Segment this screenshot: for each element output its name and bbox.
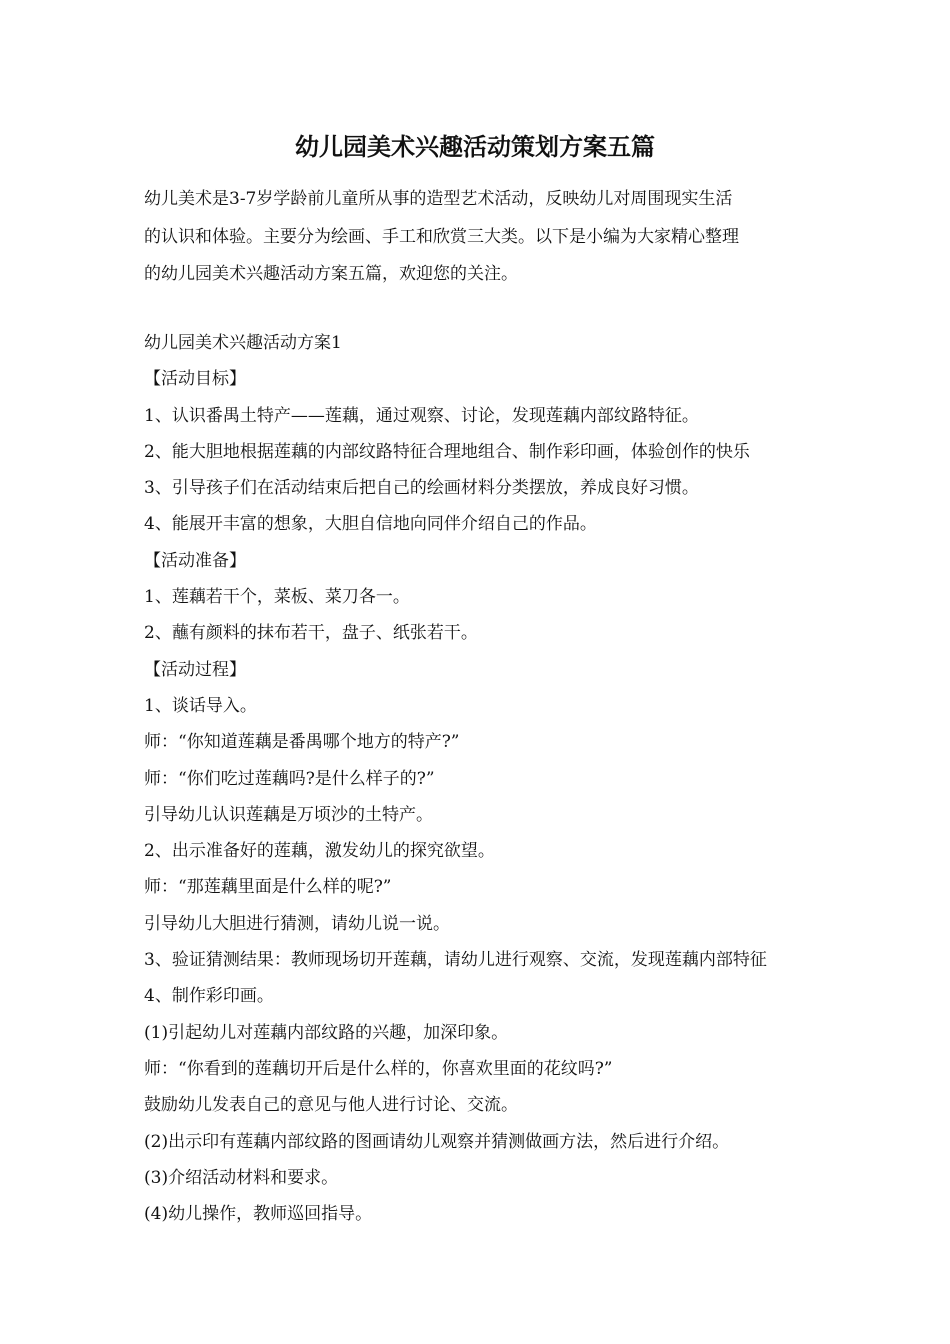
process-line: 师：“那莲藕里面是什么样的呢?” xyxy=(144,877,392,898)
preparation-item: 1、莲藕若干个，菜板、菜刀各一。 xyxy=(144,587,410,608)
process-line: (2)出示印有莲藕内部纹路的图画请幼儿观察并猜测做画方法，然后进行介绍。 xyxy=(144,1131,730,1152)
document-title: 幼儿园美术兴趣活动策划方案五篇 xyxy=(295,132,655,161)
process-line: (3)介绍活动材料和要求。 xyxy=(144,1167,339,1188)
preparation-item: 2、蘸有颜料的抹布若干，盘子、纸张若干。 xyxy=(144,623,478,644)
process-line: 师：“你知道莲藕是番禺哪个地方的特产?” xyxy=(144,732,460,753)
intro-line-3: 的幼儿园美术兴趣活动方案五篇，欢迎您的关注。 xyxy=(144,264,518,284)
intro-line-1: 幼儿美术是3-7岁学龄前儿童所从事的造型艺术活动，反映幼儿对周围现实生活 xyxy=(144,189,733,209)
process-line: 3、验证猜测结果：教师现场切开莲藕，请幼儿进行观察、交流，发现莲藕内部特征 xyxy=(144,950,767,971)
process-line: (4)幼儿操作，教师巡回指导。 xyxy=(144,1204,373,1225)
goal-item: 2、能大胆地根据莲藕的内部纹路特征合理地组合、制作彩印画，体验创作的快乐 xyxy=(144,441,750,462)
process-line: 引导幼儿大胆进行猜测，请幼儿说一说。 xyxy=(144,913,450,934)
process-line: 引导幼儿认识莲藕是万顷沙的土特产。 xyxy=(144,804,433,825)
process-line: 师：“你看到的莲藕切开后是什么样的，你喜欢里面的花纹吗?” xyxy=(144,1058,613,1079)
process-line: 师：“你们吃过莲藕吗?是什么样子的?” xyxy=(144,768,435,789)
goal-item: 4、能展开丰富的想象，大胆自信地向同伴介绍自己的作品。 xyxy=(144,514,597,535)
goal-item: 3、引导孩子们在活动结束后把自己的绘画材料分类摆放，养成良好习惯。 xyxy=(144,478,699,499)
subheading-preparation: 【活动准备】 xyxy=(144,550,246,571)
intro-line-2: 的认识和体验。主要分为绘画、手工和欣赏三大类。以下是小编为大家精心整理 xyxy=(144,227,739,247)
goal-item: 1、认识番禺土特产——莲藕，通过观察、讨论，发现莲藕内部纹路特征。 xyxy=(144,405,699,426)
process-line: 鼓励幼儿发表自己的意见与他人进行讨论、交流。 xyxy=(144,1095,518,1116)
document-body xyxy=(144,325,824,1232)
subheading-process: 【活动过程】 xyxy=(144,659,246,680)
process-line: 2、出示准备好的莲藕，激发幼儿的探究欲望。 xyxy=(144,841,495,862)
process-line: 4、制作彩印画。 xyxy=(144,986,274,1007)
subheading-goals: 【活动目标】 xyxy=(144,369,246,390)
process-line: (1)引起幼儿对莲藕内部纹路的兴趣，加深印象。 xyxy=(144,1022,509,1043)
section-heading: 幼儿园美术兴趣活动方案1 xyxy=(144,333,342,353)
process-line: 1、谈话导入。 xyxy=(144,695,257,716)
